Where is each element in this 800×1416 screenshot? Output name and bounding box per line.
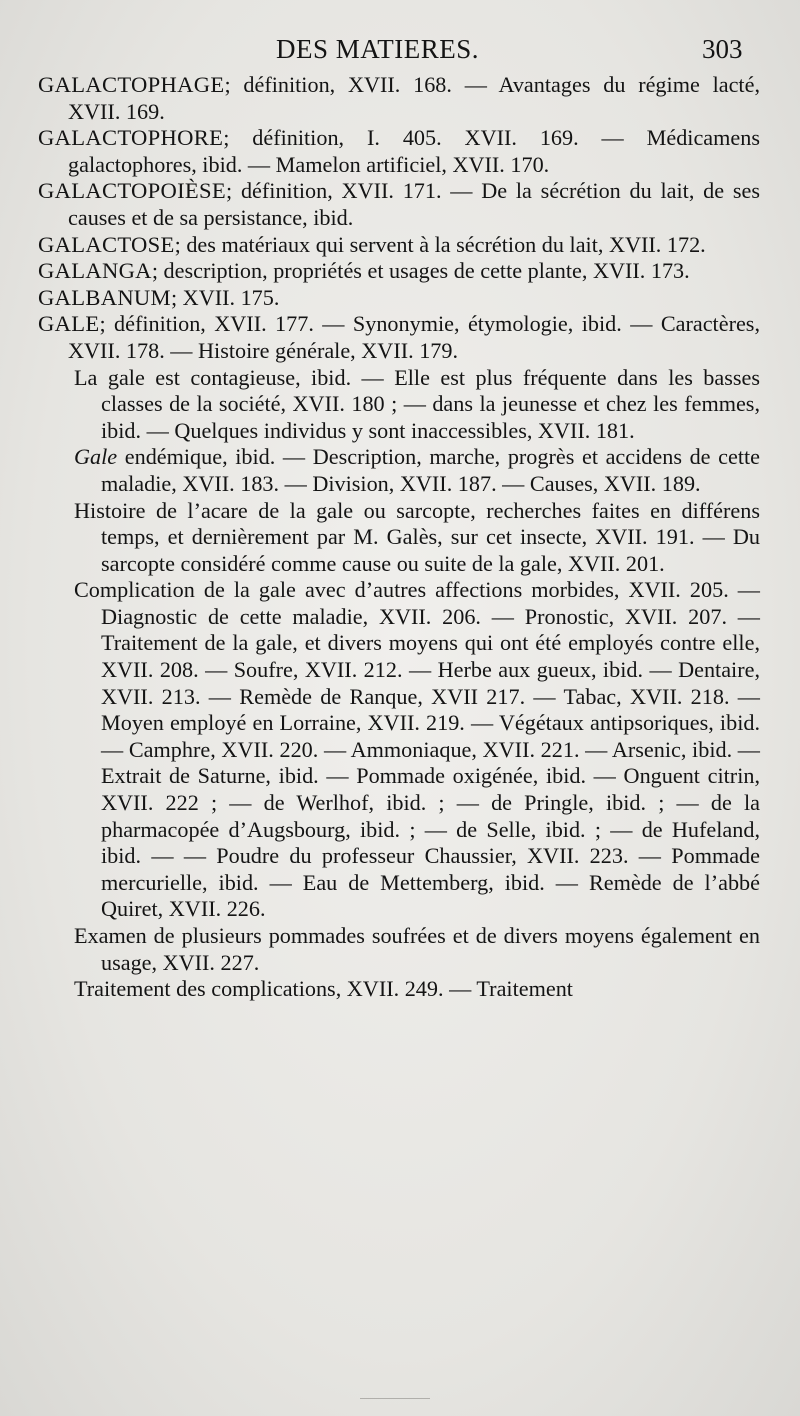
index-subentry [38,976,760,1003]
index-subentry [38,923,760,976]
entry-head: GALACTOPOIÈSE [38,178,227,204]
entry-head: GALACTOPHAGE [38,72,225,97]
header-title: DES MATIERES. [276,34,480,64]
footer-rule [360,1398,430,1399]
subentry-text: Complication de la gale avec d’autres affections morbides, XVII. 205. — Diagnostic de cette maladie, XVII. 206. — Pronostic, XVII. 207. — Traitement de la gale, et divers moyens qui ont été employés contre elle, XVII. 208. — Soufre, XVII. 212. — Herbe aux gueux, ibid. — Dentaire, XVII. 213. — Remède de Ranque, XVII 217. — Tabac, XVII. 218. — Moyen employé en Lorraine, XVII. 219. — Végétaux antipsoriques, ibid. — Camphre, XVII. 220. — Ammoniaque, XVII. 221. — Arsenic, ibid. — Extrait de Saturne, ibid. — Pommade oxigénée, ibid. — Onguent citrin, XVII. 222 ; — de Werlhof, ibid. ; — de Pringle, ibid. ; — de la pharmacopée d’Augsbourg, ibid. ; — de Selle, ibid. ; — de Hufeland, ibid. — — Poudre du professeur Chaussier, XVII. 223. — Pommade mercurielle, ibid. — Eau de Mettemberg, ibid. — Remède de l’abbé Quiret, XVII. 226. [74,577,760,922]
running-header [0,34,800,68]
subentry-text: La gale est contagieuse, ibid. — Elle est plus fréquente dans les basses classes de la société, XVII. 180 ; — dans la jeunesse et chez les femmes, ibid. — Quelques individus y sont inaccessibles, XVII. 181. [74,364,760,443]
page-number: 303 [702,34,743,64]
index-subentry [38,498,760,578]
subentry-text: Histoire de l’acare de la gale ou sarcopte, recherches faites en différens temps, et dernièrement par M. Galès, sur cet insecte, XVII. 191. — Du sarcopte considéré comme cause ou suite de la gale, XVII. 201. [74,497,760,576]
entry-text: ; des matériaux qui servent à la sécrétion du lait, XVII. 172. [174,231,706,257]
index-subentry [38,577,760,923]
subentry-lead: Gale [74,444,118,470]
entry-text: ; définition, XVII. 171. — De la sécrétion du lait, de ses causes et de sa persistance, ibid. [68,178,760,230]
entry-head: GALANGA [38,258,152,284]
entry-text: ; XVII. 175. [170,284,280,310]
subentry-text: Traitement des complications, XVII. 249. — Traitement [74,976,573,1002]
index-subentry [38,365,760,445]
index-entry [38,72,760,125]
index-entry [38,258,760,285]
index-subentry [38,444,760,497]
entry-head: GALBANUM [38,284,171,310]
entry-head: GALACTOPHORE [38,125,224,151]
subentry-text: endémique, ibid. — Description, marche, progrès et accidens de cette maladie, XVII. 183. — Division, XVII. 187. — Causes, XVII. 189. [101,444,760,496]
entry-head: GALE [38,311,100,337]
subentry-text: Examen de plusieurs pommades soufrées et de divers moyens également en usage, XVII. 227. [74,923,760,975]
entry-text: ; définition, XVII. 168. — Avantages du régime lacté, XVII. 169. [68,72,760,124]
entry-text: ; définition, I. 405. XVII. 169. — Médicamens galactophores, ibid. — Mamelon artificiel, XVII. 170. [68,125,760,177]
index-entry [38,232,760,259]
entry-text: ; description, propriétés et usages de cette plante, XVII. 173. [151,258,690,284]
entry-text: ; définition, XVII. 177. — Synonymie, étymologie, ibid. — Caractères, XVII. 178. — Histoire générale, XVII. 179. [68,311,760,363]
index-entry [38,311,760,364]
index-column [38,72,760,1003]
entry-head: GALACTOSE [38,231,175,257]
index-entry [38,285,760,312]
index-entry [38,178,760,231]
index-entry [38,125,760,178]
